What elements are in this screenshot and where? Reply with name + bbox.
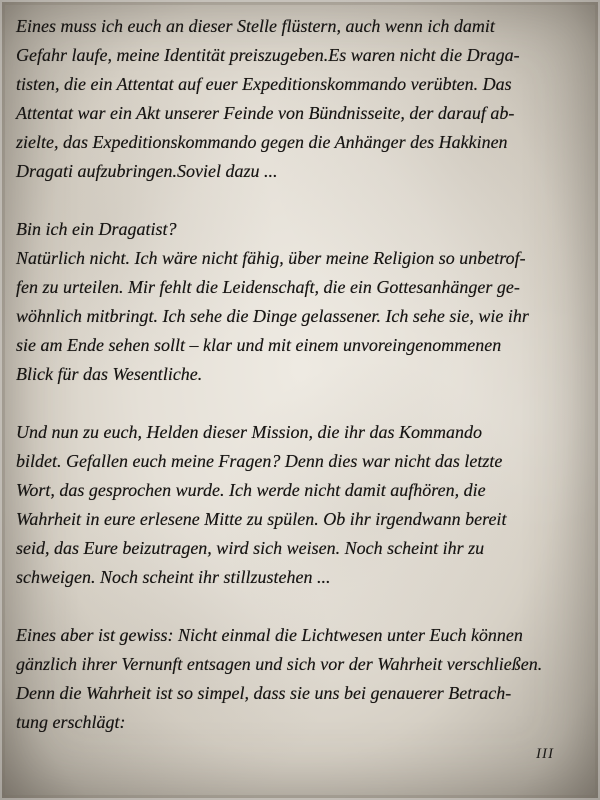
text-line: schweigen. Noch scheint ihr stillzustehen ...: [16, 567, 331, 587]
text-line: gänzlich ihrer Vernunft entsagen und sich vor der Wahrheit verschließen.: [16, 654, 543, 674]
paragraph: [16, 215, 588, 389]
text-line: Und nun zu euch, Helden dieser Mission, die ihr das Kommando: [16, 422, 482, 442]
text-line: Denn die Wahrheit ist so simpel, dass sie uns bei genauerer Betrach-: [16, 683, 512, 703]
text-line: Bin ich ein Dragatist?: [16, 219, 177, 239]
text-line: wöhnlich mitbringt. Ich sehe die Dinge gelassener. Ich sehe sie, wie ihr: [16, 306, 529, 326]
text-line: Gefahr laufe, meine Identität preiszugeben.Es waren nicht die Draga-: [16, 45, 520, 65]
text-line: Eines aber ist gewiss: Nicht einmal die Lichtwesen unter Euch können: [16, 625, 523, 645]
text-line: seid, das Eure beizutragen, wird sich weisen. Noch scheint ihr zu: [16, 538, 485, 558]
text-line: Natürlich nicht. Ich wäre nicht fähig, über meine Religion so unbetrof-: [16, 248, 526, 268]
text-line: Blick für das Wesentliche.: [16, 364, 203, 384]
text-line: tung erschlägt:: [16, 712, 126, 732]
text-line: fen zu urteilen. Mir fehlt die Leidenschaft, die ein Gottesanhänger ge-: [16, 277, 520, 297]
text-line: Eines muss ich euch an dieser Stelle flüstern, auch wenn ich damit: [16, 16, 495, 36]
paragraph: [16, 621, 588, 737]
text-line: Dragati aufzubringen.Soviel dazu ...: [16, 161, 278, 181]
text-line: Wahrheit in eure erlesene Mitte zu spülen. Ob ihr irgendwann bereit: [16, 509, 507, 529]
paragraph: [16, 418, 588, 592]
text-line: zielte, das Expeditionskommando gegen die Anhänger des Hakkinen: [16, 132, 508, 152]
paragraph: [16, 12, 588, 186]
page-number: III: [536, 746, 554, 762]
text-line: Wort, das gesprochen wurde. Ich werde nicht damit aufhören, die: [16, 480, 486, 500]
text-line: bildet. Gefallen euch meine Fragen? Denn dies war nicht das letzte: [16, 451, 503, 471]
text-line: sie am Ende sehen sollt – klar und mit einem unvoreingenommenen: [16, 335, 502, 355]
text-line: Attentat war ein Akt unserer Feinde von Bündnisseite, der darauf ab-: [16, 103, 515, 123]
letter-body: [16, 12, 588, 737]
text-line: tisten, die ein Attentat auf euer Expeditionskommando verübten. Das: [16, 74, 512, 94]
